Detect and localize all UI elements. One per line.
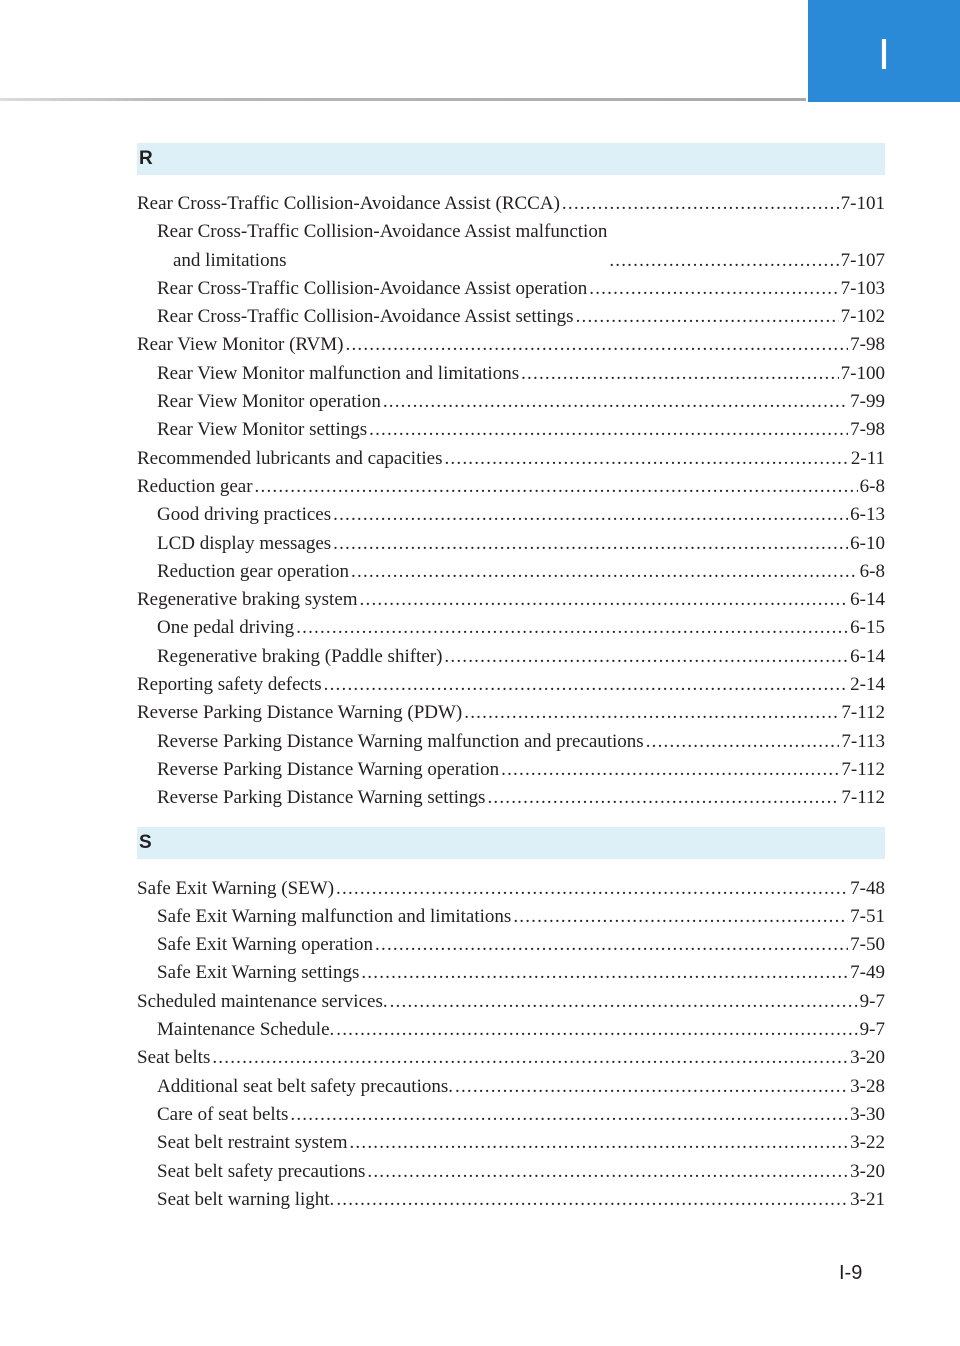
- index-entry[interactable]: [137, 699, 885, 727]
- entry-label: Regenerative braking (Paddle shifter): [157, 645, 443, 667]
- entry-page: 7-48: [850, 877, 885, 899]
- leader-dots: [501, 756, 839, 784]
- index-entry[interactable]: [137, 1044, 885, 1072]
- leader-dots: [255, 473, 858, 501]
- index-entry[interactable]: [137, 586, 885, 614]
- chapter-tab-label: I: [877, 30, 891, 79]
- index-entry[interactable]: [137, 1016, 885, 1044]
- entry-label: Safe Exit Warning operation: [157, 934, 374, 956]
- entry-label: Care of seat belts: [157, 1103, 289, 1125]
- entry-label: Reverse Parking Distance Warning settings: [157, 787, 486, 809]
- entry-page: 7-103: [840, 277, 885, 299]
- index-entry[interactable]: [137, 728, 885, 756]
- entry-label: Seat belt safety precautions: [157, 1160, 366, 1182]
- index-entry[interactable]: [137, 530, 885, 558]
- entry-page: 6-10: [850, 532, 885, 554]
- leader-dots: [589, 275, 838, 303]
- index-entry[interactable]: [137, 190, 885, 218]
- entry-label: Additional seat belt safety precautions.: [157, 1075, 453, 1097]
- leader-dots: [361, 959, 848, 987]
- chapter-tab: [808, 0, 960, 102]
- entry-page: 7-101: [840, 193, 885, 214]
- entry-label: Reduction gear: [137, 475, 253, 497]
- entry-page: 6-8: [859, 560, 885, 582]
- leader-dots: [351, 558, 858, 586]
- index-list-r: [137, 190, 885, 813]
- entry-label-line2: and limitations: [173, 249, 287, 271]
- index-entry[interactable]: [137, 875, 885, 903]
- entry-page: 6-14: [850, 589, 885, 611]
- entry-page: 2-14: [850, 674, 885, 696]
- leader-dots: [349, 1129, 848, 1157]
- entry-page: 3-21: [850, 1188, 885, 1210]
- leader-dots: [296, 614, 848, 642]
- entry-label-line1: Rear Cross-Traffic Collision-Avoidance Assist malfunction: [157, 221, 608, 243]
- section-letter: S: [139, 831, 152, 853]
- leader-dots: [646, 728, 840, 756]
- index-entry[interactable]: [137, 416, 885, 444]
- index-entry[interactable]: [137, 643, 885, 671]
- leader-dots: [336, 1186, 848, 1214]
- entry-page: 6-8: [859, 475, 885, 497]
- leader-dots: [336, 1016, 857, 1044]
- entry-label: Recommended lubricants and capacities: [137, 447, 443, 469]
- index-entry[interactable]: [137, 1073, 885, 1101]
- index-list-s: [137, 875, 885, 1215]
- entry-label: Seat belt warning light.: [157, 1188, 335, 1210]
- entry-page: 7-112: [841, 787, 885, 809]
- entry-label: Reporting safety defects: [137, 674, 322, 696]
- entry-page: 3-20: [850, 1047, 885, 1069]
- index-entry[interactable]: [137, 558, 885, 586]
- index-entry[interactable]: [137, 1186, 885, 1214]
- index-entry[interactable]: [137, 331, 885, 359]
- entry-page: 7-113: [841, 730, 885, 752]
- index-entry[interactable]: [137, 1129, 885, 1157]
- entry-page: 7-112: [841, 758, 885, 780]
- leader-dots: [375, 931, 848, 959]
- entry-label: Safe Exit Warning malfunction and limitations: [157, 905, 512, 927]
- index-entry[interactable]: [137, 1158, 885, 1186]
- entry-label: Maintenance Schedule.: [157, 1019, 335, 1041]
- entry-page: 3-30: [850, 1103, 885, 1125]
- entry-page: 3-22: [850, 1132, 885, 1154]
- entry-label: Rear View Monitor settings: [157, 419, 368, 441]
- entry-label: Rear Cross-Traffic Collision-Avoidance Assist (RCCA): [137, 193, 560, 214]
- index-entry[interactable]: [137, 959, 885, 987]
- entry-page: 7-102: [840, 306, 885, 328]
- entry-page: 7-112: [841, 702, 885, 724]
- index-entry[interactable]: [137, 903, 885, 931]
- entry-label: One pedal driving: [157, 617, 295, 639]
- leader-dots: [360, 586, 849, 614]
- leader-dots: [521, 360, 839, 388]
- header-rule: [0, 98, 806, 101]
- entry-label: Reverse Parking Distance Warning malfunction and precautions: [157, 730, 644, 752]
- index-entry[interactable]: [137, 388, 885, 416]
- entry-label: Safe Exit Warning settings: [157, 962, 360, 984]
- entry-page: 7-107: [840, 249, 885, 271]
- entry-page: 3-20: [850, 1160, 885, 1182]
- leader-dots: [333, 530, 848, 558]
- entry-page: 7-98: [850, 334, 885, 356]
- entry-label: Regenerative braking system: [137, 589, 358, 611]
- index-entry[interactable]: [137, 784, 885, 812]
- leader-dots: [464, 699, 839, 727]
- entry-page: 3-28: [850, 1075, 885, 1097]
- index-content: [137, 143, 885, 1214]
- entry-label: Seat belt restraint system: [157, 1132, 348, 1154]
- leader-dots: [333, 501, 848, 529]
- leader-dots: [562, 190, 839, 218]
- section-header-s: [137, 827, 885, 859]
- entry-page: 2-11: [850, 447, 885, 469]
- index-entry[interactable]: [137, 756, 885, 784]
- index-entry[interactable]: [137, 473, 885, 501]
- entry-page: 7-51: [850, 905, 885, 927]
- leader-dots: [383, 388, 848, 416]
- leader-dots: [390, 988, 858, 1016]
- index-entry[interactable]: [137, 1101, 885, 1129]
- entry-label: Reduction gear operation: [157, 560, 350, 582]
- entry-label: Good driving practices: [157, 504, 332, 526]
- entry-page: 7-98: [850, 419, 885, 441]
- index-entry[interactable]: [137, 671, 885, 699]
- leader-dots: [513, 903, 848, 931]
- leader-dots: [444, 445, 848, 473]
- leader-dots: [212, 1044, 848, 1072]
- entry-page: 7-49: [850, 962, 885, 984]
- index-entry[interactable]: [137, 445, 885, 473]
- leader-dots: [444, 643, 848, 671]
- index-entry[interactable]: [137, 275, 885, 303]
- entry-page: 7-99: [850, 391, 885, 413]
- leader-dots: [324, 671, 849, 699]
- entry-label: Rear View Monitor operation: [157, 391, 381, 413]
- entry-page: 6-15: [850, 617, 885, 639]
- leader-dots: [369, 416, 848, 444]
- leader-dots: [290, 1101, 848, 1129]
- page-number: I-9: [839, 1262, 863, 1284]
- leader-dots: [367, 1158, 848, 1186]
- entry-page: 9-7: [859, 990, 885, 1012]
- leader-dots: [346, 331, 849, 359]
- entry-page: 6-14: [850, 645, 885, 667]
- entry-label: Safe Exit Warning (SEW): [137, 877, 335, 899]
- index-entry[interactable]: [137, 931, 885, 959]
- index-entry[interactable]: [137, 988, 885, 1016]
- leader-dots: [455, 1073, 848, 1101]
- index-entry[interactable]: [137, 614, 885, 642]
- entry-label: Rear Cross-Traffic Collision-Avoidance Assist operation: [157, 277, 588, 299]
- entry-page: 9-7: [859, 1019, 885, 1041]
- index-entry[interactable]: [137, 360, 885, 388]
- leader-dots: [487, 784, 839, 812]
- entry-label: Rear Cross-Traffic Collision-Avoidance Assist settings: [157, 306, 574, 328]
- entry-label: LCD display messages: [157, 532, 332, 554]
- entry-label: Reverse Parking Distance Warning (PDW): [137, 702, 463, 724]
- leader-dots: [336, 875, 848, 903]
- entry-page: 6-13: [850, 504, 885, 526]
- entry-label: Reverse Parking Distance Warning operation: [157, 758, 500, 780]
- entry-page: 7-100: [840, 362, 885, 384]
- entry-label: Rear View Monitor (RVM): [137, 334, 344, 356]
- leader-dots: [609, 247, 838, 275]
- entry-label: Scheduled maintenance services.: [137, 990, 388, 1012]
- entry-label: Seat belts: [137, 1047, 211, 1069]
- leader-dots: [576, 303, 839, 331]
- index-entry[interactable]: [137, 218, 885, 275]
- section-header-r: [137, 143, 885, 175]
- index-entry[interactable]: [137, 501, 885, 529]
- index-entry[interactable]: [137, 303, 885, 331]
- entry-page: 7-50: [850, 934, 885, 956]
- entry-label: Rear View Monitor malfunction and limitations: [157, 362, 520, 384]
- section-letter: R: [139, 148, 153, 169]
